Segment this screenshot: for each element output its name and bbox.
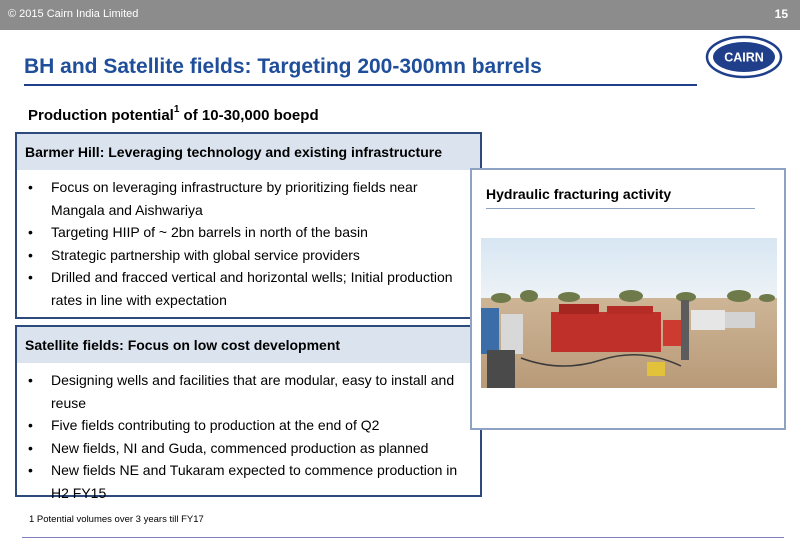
bullet-icon: • <box>28 224 33 240</box>
page-number: 15 <box>774 7 788 21</box>
satellite-fields-heading: Satellite fields: Focus on low cost development <box>17 327 480 363</box>
satellite-fields-panel <box>15 325 482 501</box>
list-item <box>25 369 472 414</box>
photo-caption-divider <box>486 208 755 209</box>
bullet-text: Focus on leveraging infrastructure by prioritizing fields near Mangala and Aishwariya <box>51 179 418 218</box>
production-potential-subtitle <box>28 106 319 124</box>
subtitle-prefix: Production potential <box>28 107 174 124</box>
barmer-hill-heading: Barmer Hill: Leveraging technology and existing infrastructure <box>17 134 480 170</box>
bullet-icon: • <box>28 372 33 388</box>
subtitle-footnote-marker: 1 <box>173 104 180 115</box>
logo-text: CAIRN <box>724 50 764 65</box>
subtitle-suffix: of 10-30,000 boepd <box>179 107 319 124</box>
slide-title: BH and Satellite fields: Targeting 200-300mn barrels <box>24 55 542 78</box>
footer-divider <box>22 537 784 538</box>
photo-panel <box>470 168 786 430</box>
list-item <box>25 266 472 311</box>
bullet-text: Five fields contributing to production at the end of Q2 <box>51 417 380 433</box>
bullet-icon: • <box>28 269 33 285</box>
copyright-text: © 2015 Cairn India Limited <box>8 8 139 20</box>
list-item <box>25 437 472 460</box>
bullet-icon: • <box>28 462 33 478</box>
title-divider <box>24 84 697 86</box>
list-item <box>25 176 472 221</box>
list-item <box>25 459 472 504</box>
bullet-text: Designing wells and facilities that are modular, easy to install and reuse <box>51 372 455 411</box>
footnote: 1 Potential volumes over 3 years till FY17 <box>29 514 204 525</box>
fracturing-site-photo <box>481 238 777 388</box>
barmer-hill-panel <box>15 132 482 319</box>
bullet-text: Targeting HIIP of ~ 2bn barrels in north of the basin <box>51 224 368 240</box>
bullet-text: Strategic partnership with global service providers <box>51 246 360 263</box>
bullet-text: New fields NE and Tukaram expected to commence production in H2 FY15 <box>51 462 458 501</box>
barmer-hill-bullets <box>17 170 480 311</box>
bullet-icon: • <box>28 246 33 263</box>
cairn-logo <box>704 32 784 82</box>
bullet-icon: • <box>28 439 33 456</box>
list-item <box>25 244 472 267</box>
satellite-fields-bullets <box>17 363 480 504</box>
list-item <box>25 221 472 244</box>
list-item <box>25 414 472 437</box>
bullet-text: New fields, NI and Guda, commenced production as planned <box>51 439 429 456</box>
bullet-icon: • <box>28 179 33 195</box>
bullet-text: Drilled and fracced vertical and horizontal wells; Initial production rates in line with expectation <box>51 269 453 308</box>
photo-caption: Hydraulic fracturing activity <box>486 186 672 202</box>
bullet-icon: • <box>28 417 33 433</box>
top-bar <box>0 0 800 30</box>
